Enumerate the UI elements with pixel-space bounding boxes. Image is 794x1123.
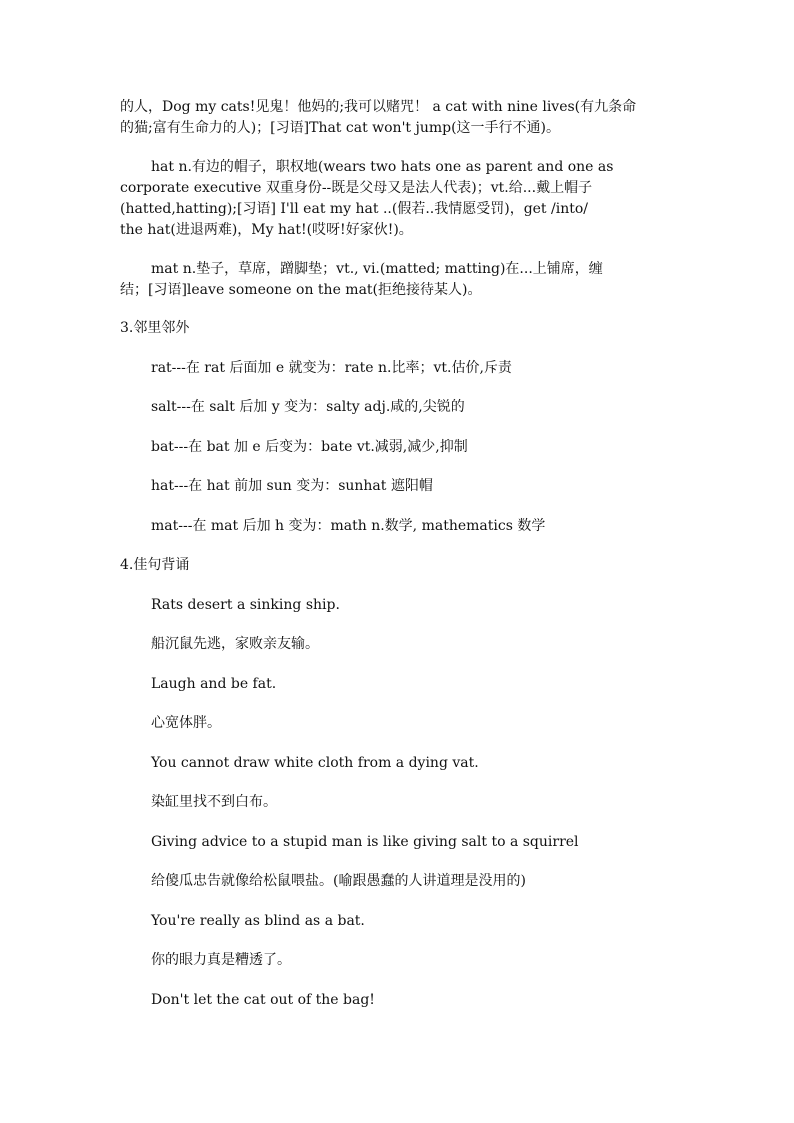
paragraph-line: 的人，Dog my cats!见鬼！他妈的;我可以赌咒！ a cat with nine lives(有九条命 bbox=[120, 99, 637, 115]
paragraph-line: 的猫;富有生命力的人)；[习语]That cat won't jump(这一手行不通)。 bbox=[120, 120, 561, 136]
word-variation-item: rat---在 rat 后面加 e 就变为：rate n.比率；vt.估价,斥责 bbox=[151, 360, 512, 376]
sentence-english: You're really as blind as a bat. bbox=[151, 913, 365, 929]
paragraph-mat bbox=[120, 259, 680, 301]
paragraph-line: (hatted,hatting);[习语] I'll eat my hat ..(假若..我情愿受罚)，get /into/ bbox=[120, 201, 588, 217]
sentence-chinese: 染缸里找不到白布。 bbox=[151, 794, 277, 810]
paragraph-line: mat n.垫子，草席，蹭脚垫；vt., vi.(matted; matting)在...上铺席，缠 bbox=[151, 261, 603, 277]
section-heading: 3.邻里邻外 bbox=[120, 320, 190, 336]
sentence-english: Giving advice to a stupid man is like giving salt to a squirrel bbox=[151, 834, 579, 850]
sentence-chinese: 给傻瓜忠告就像给松鼠喂盐。(喻跟愚蠢的人讲道理是没用的) bbox=[151, 873, 526, 889]
sentence-chinese: 心宽体胖。 bbox=[151, 715, 221, 731]
paragraph-line: corporate executive 双重身份--既是父母又是法人代表)；vt.给...戴上帽子 bbox=[120, 180, 593, 196]
section-heading: 4.佳句背诵 bbox=[120, 557, 190, 573]
paragraph-hat bbox=[120, 157, 680, 241]
paragraph-line: the hat(进退两难)，My hat!(哎呀!好家伙!)。 bbox=[120, 222, 413, 238]
word-variation-item: mat---在 mat 后加 h 变为：math n.数学, mathematics 数学 bbox=[151, 518, 546, 534]
sentence-chinese: 你的眼力真是糟透了。 bbox=[151, 952, 291, 968]
word-variation-item: salt---在 salt 后加 y 变为：salty adj.咸的,尖锐的 bbox=[151, 399, 465, 415]
paragraph-cat-idioms bbox=[120, 97, 680, 139]
paragraph-line: 结；[习语]leave someone on the mat(拒绝接待某人)。 bbox=[120, 282, 482, 298]
sentence-english: Laugh and be fat. bbox=[151, 676, 277, 692]
sentence-chinese: 船沉鼠先逃，家败亲友输。 bbox=[151, 636, 319, 652]
sentence-english: Don't let the cat out of the bag! bbox=[151, 992, 375, 1008]
word-variation-item: bat---在 bat 加 e 后变为：bate vt.减弱,减少,抑制 bbox=[151, 439, 468, 455]
sentence-english: Rats desert a sinking ship. bbox=[151, 597, 340, 613]
paragraph-line: hat n.有边的帽子，职权地(wears two hats one as parent and one as bbox=[151, 159, 614, 175]
sentence-english: You cannot draw white cloth from a dying vat. bbox=[151, 755, 479, 771]
word-variation-item: hat---在 hat 前加 sun 变为：sunhat 遮阳帽 bbox=[151, 478, 433, 494]
